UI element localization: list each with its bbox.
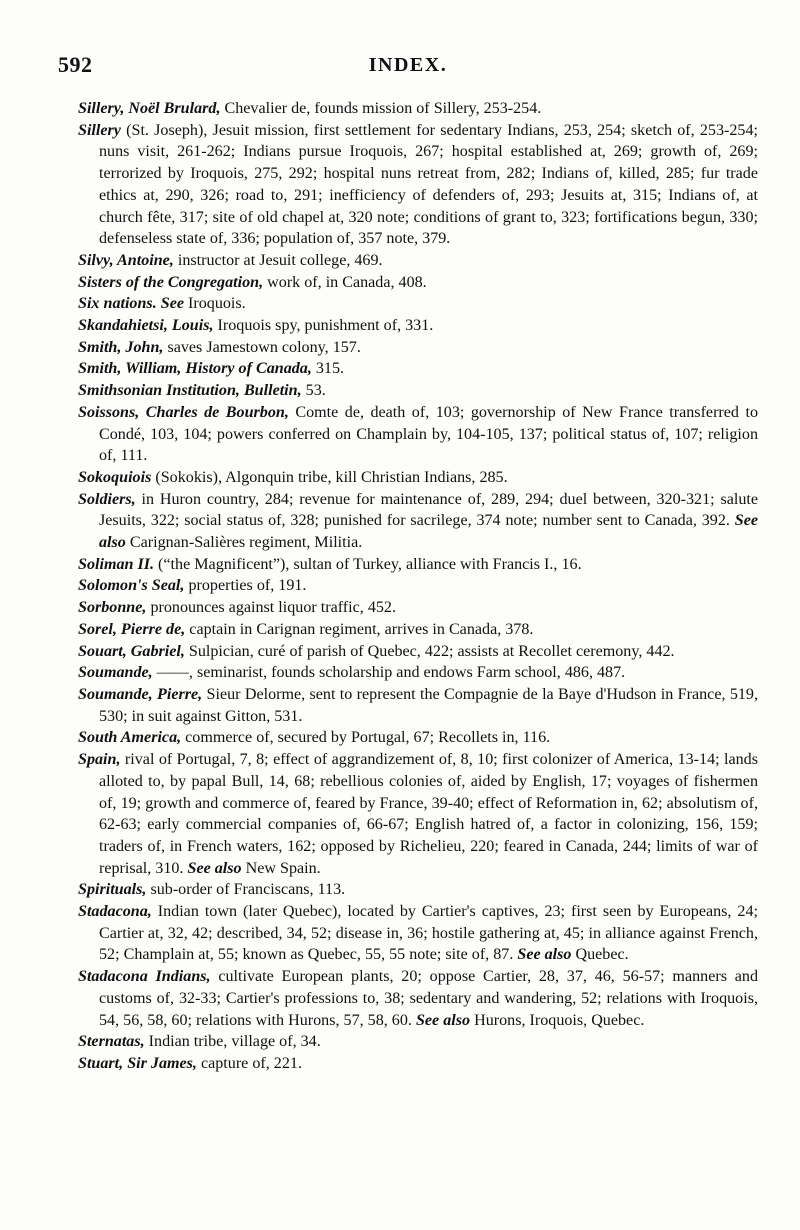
- entry-term: Sokoquiois: [78, 468, 152, 486]
- entry-text: saves Jamestown colony, 157.: [163, 338, 361, 356]
- entry-term: Smith, William, History of Canada,: [78, 360, 312, 378]
- index-entry: [78, 120, 758, 250]
- index-entry: [78, 293, 758, 315]
- index-entry: [78, 380, 758, 402]
- entry-text: rival of Portugal, 7, 8; effect of aggrandizement of, 8, 10; first colonizer of America, 13-14; lands alloted to, by papal Bull, 14, 68; rebellious colonies of, aided by English, 17; voyages of fishermen of, 19; growth and commerce of, feared by France, 39-40; effect of Reformation in, 62; absolutism of, 62-63; early commercial companies of, 66-67; English hatred of, a factor in colonizing, 156, 159; traders of, in French waters, 162; opposed by Richelieu, 220; feared in Canada, 244; limits of war of reprisal, 310.: [99, 751, 758, 877]
- entry-term: Spirituals,: [78, 881, 147, 899]
- entry-text: Indian town (later Quebec), located by Cartier's captives, 23; first seen by Europeans, 24; Cartier at, 32, 42; described, 34, 52; disease in, 36; hostile gathering at, 45; in alliance against French, 52; Champlain at, 55; known as Quebec, 55, 55 note; site of, 87.: [99, 903, 758, 964]
- entry-term: Sisters of the Congregation,: [78, 273, 264, 291]
- entry-text: ——, seminarist, founds scholarship and endows Farm school, 486, 487.: [152, 664, 626, 682]
- entry-term: Soumande,: [78, 664, 153, 682]
- entry-term: Souart, Gabriel,: [78, 642, 185, 660]
- entry-text: Sulpician, curé of parish of Quebec, 422; assists at Recollet ceremony, 442.: [184, 642, 675, 660]
- entry-text: Iroquois spy, punishment of, 331.: [213, 317, 434, 335]
- page-header: [58, 52, 758, 80]
- entry-term: Smithsonian Institution, Bulletin,: [78, 382, 302, 400]
- entry-text: commerce of, secured by Portugal, 67; Recollets in, 116.: [181, 729, 551, 747]
- index-entry: [78, 879, 758, 901]
- see-reference: See also: [99, 512, 758, 552]
- index-entry: [78, 575, 758, 597]
- entry-term: Stadacona Indians,: [78, 968, 211, 986]
- entry-cross-ref: Iroquois.: [184, 295, 246, 313]
- entry-text: instructor at Jesuit college, 469.: [173, 251, 383, 269]
- index-entry: [78, 1031, 758, 1053]
- index-entry: [78, 1053, 758, 1075]
- index-entry: [78, 250, 758, 272]
- entry-text: Indian tribe, village of, 34.: [144, 1033, 321, 1051]
- entry-term: Sorbonne,: [78, 599, 147, 617]
- entry-text: work of, in Canada, 408.: [263, 273, 427, 291]
- entry-text: captain in Carignan regiment, arrives in Canada, 378.: [185, 620, 534, 638]
- entry-term: Sternatas,: [78, 1033, 145, 1051]
- index-entry: [78, 489, 758, 554]
- index-entry: [78, 966, 758, 1031]
- entry-text: Chevalier de, founds mission of Sillery, 253-254.: [220, 100, 542, 117]
- see-reference: See also: [517, 946, 572, 964]
- entry-text: capture of, 221.: [196, 1054, 302, 1072]
- index-entry: [78, 901, 758, 966]
- index-entry: [78, 597, 758, 619]
- entry-term: Soliman II.: [78, 555, 155, 573]
- entry-term: Stadacona,: [78, 903, 152, 921]
- index-entry: [78, 684, 758, 727]
- entry-term: Sillery, Noël Brulard,: [78, 100, 221, 117]
- entry-text: (St. Joseph), Jesuit mission, first settlement for sedentary Indians, 253, 254; sketch of, 253-254; nuns visit, 261-262; Indians pursue Iroquois, 267; hospital established at, 269; growth of, 269; terrorized by Iroquois, 275, 292; hospital nuns retreat from, 282; Indians of, killed, 285; fur trade ethics at, 290, 326; road to, 291; inefficiency of defenders of, 293; Jesuits at, 315; Indians of, at church fête, 317; site of old chapel at, 320 note; conditions of grant to, 323; fortifications begun, 330; defenseless state of, 336; population of, 357 note, 379.: [99, 121, 758, 248]
- entry-term: Sorel, Pierre de,: [78, 620, 186, 638]
- entry-term: Solomon's Seal,: [78, 577, 185, 595]
- index-entry: [78, 272, 758, 294]
- entry-term: Smith, John,: [78, 338, 164, 356]
- see-reference: See also: [187, 859, 242, 877]
- entry-text: in Huron country, 284; revenue for maintenance of, 289, 294; duel between, 320-321; salute Jesuits, 322; social status of, 328; punished for sacrilege, 374 note; number sent to Canada, 392.: [99, 490, 758, 530]
- entry-term: Spain,: [78, 751, 121, 769]
- see-reference: See: [160, 295, 184, 313]
- entry-cross-ref: New Spain.: [241, 859, 321, 877]
- index-entry: [78, 467, 758, 489]
- index-entry: [78, 98, 758, 120]
- index-entry: [78, 315, 758, 337]
- entry-cross-ref: Carignan-Salières regiment, Militia.: [125, 534, 363, 552]
- entry-text: (“the Magnificent”), sultan of Turkey, alliance with Francis I., 16.: [154, 555, 582, 573]
- see-reference: See also: [415, 1011, 471, 1029]
- index-entry: [78, 749, 758, 879]
- entry-text: 315.: [311, 360, 345, 378]
- entry-term: Soldiers,: [78, 490, 136, 508]
- index-entry: [78, 619, 758, 641]
- entry-term: Skandahietsi, Louis,: [78, 317, 214, 335]
- index-entry: [78, 641, 758, 663]
- entry-term: Stuart, Sir James,: [78, 1054, 197, 1072]
- entry-term: Soissons, Charles de Bourbon,: [78, 403, 289, 421]
- entry-cross-ref: Quebec.: [571, 946, 629, 964]
- entry-text: pronounces against liquor traffic, 452.: [146, 599, 396, 617]
- page-number: 592: [58, 52, 93, 77]
- entry-term: Soumande, Pierre,: [78, 685, 203, 703]
- entry-text: 53.: [301, 382, 326, 400]
- index-entry: [78, 662, 758, 684]
- index-entry: [78, 402, 758, 467]
- entry-term: Silvy, Antoine,: [78, 251, 174, 269]
- index-entry: [78, 337, 758, 359]
- entry-text: (Sokokis), Algonquin tribe, kill Christian Indians, 285.: [151, 468, 508, 486]
- running-head: INDEX.: [368, 54, 448, 76]
- entry-text: cultivate European plants, 20; oppose Cartier, 28, 37, 46, 56-57; manners and customs of, 32-33; Cartier's professions to, 38; sedentary and wandering, 52; relations with Iroquois, 54, 56, 58, 60; relations with Hurons, 57, 58, 60.: [99, 968, 758, 1029]
- entry-text: Comte de, death of, 103; governorship of New France transferred to Condé, 103, 104; powers conferred on Champlain by, 104-105, 137; political status of, 107; religion of, 111.: [99, 403, 758, 465]
- entry-term: Sillery: [78, 121, 121, 139]
- entry-text: sub-order of Franciscans, 113.: [146, 881, 346, 899]
- index-entries: [78, 98, 758, 1075]
- index-entry: [78, 358, 758, 380]
- entry-term: South America,: [78, 729, 182, 747]
- entry-cross-ref: Hurons, Iroquois, Quebec.: [470, 1011, 645, 1029]
- index-entry: [78, 554, 758, 576]
- entry-term: Six nations.: [78, 295, 157, 313]
- entry-text: Sieur Delorme, sent to represent the Compagnie de la Baye d'Hudson in France, 519, 530; in suit against Gitton, 531.: [99, 685, 758, 725]
- index-entry: [78, 727, 758, 749]
- entry-text: properties of, 191.: [184, 577, 307, 595]
